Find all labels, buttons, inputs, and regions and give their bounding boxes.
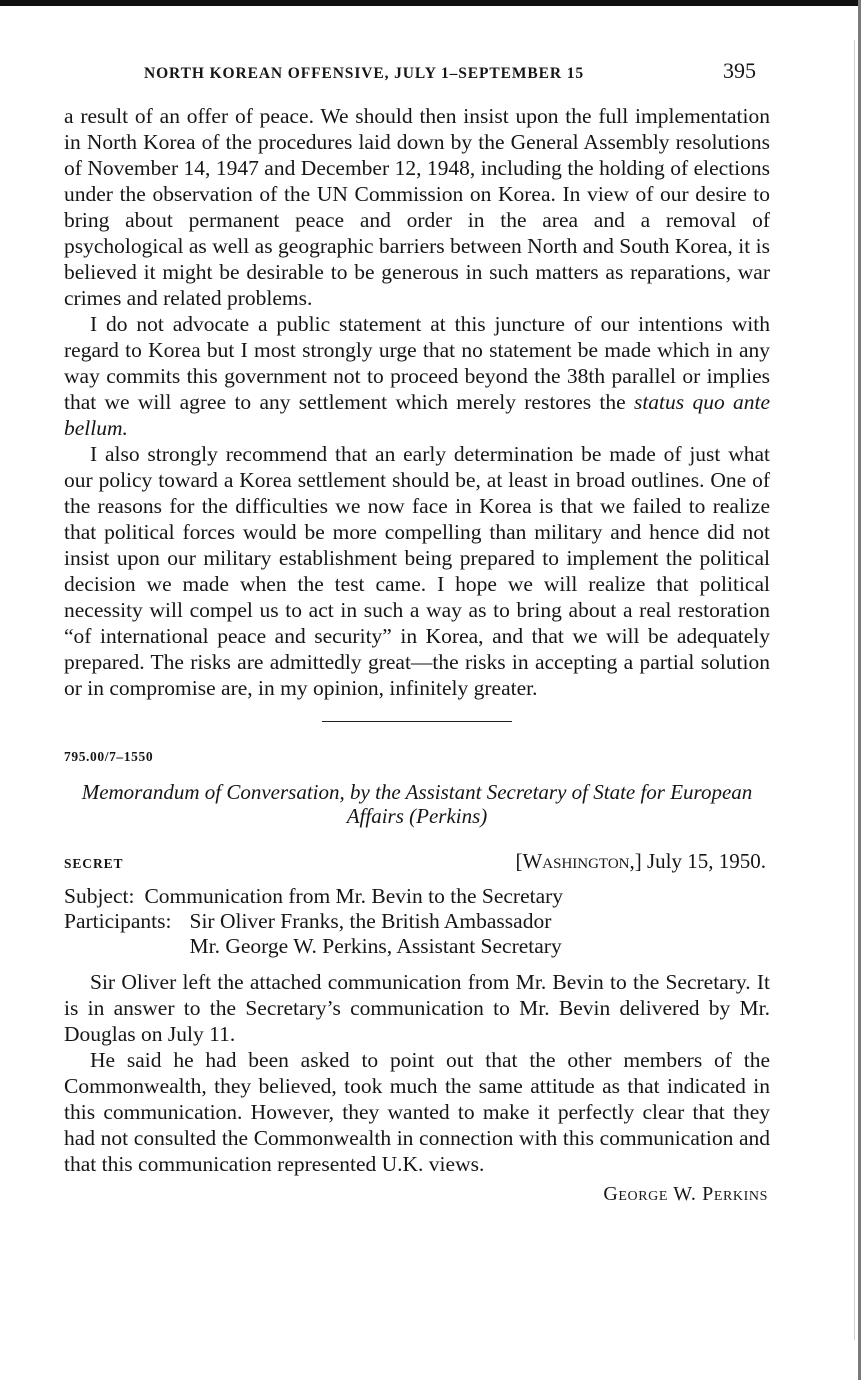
classification-label: SECRET	[64, 856, 124, 871]
signature: George W. Perkins	[603, 1183, 768, 1205]
classification-dateline-row	[64, 848, 770, 877]
book-page	[64, 58, 770, 1207]
file-number: 795.00/7–1550	[64, 749, 154, 764]
paragraph-text: I also strongly recommend that an early determination be made of just what our policy toward a Korea settlement should be, at least in broad outlines. One of the reasons for the difficulties we now face in Korea is that we failed to realize that political forces would be more compelling than military and hence did not insist upon our military establishment being prepared to implement the political decision we made when the test came. I hope we will realize that political necessity will compel us to act in such a way as to bring about a real restoration “of international peace and security” in Korea, and that we will be adequately prepared. The risks are admittedly great—the risks in accepting a partial solution or in compromise are, in my opinion, infinitely greater.	[64, 442, 770, 700]
latin-phrase: status quo ante bellum.	[64, 390, 770, 440]
participant: Mr. George W. Perkins, Assistant Secretary	[189, 934, 562, 958]
memo-paragraph-1: Sir Oliver left the attached communication from Mr. Bevin to the Secretary. It is in answer to the Secretary’s communication to Mr. Bevin delivered by Mr. Douglas on July 11.	[64, 970, 770, 1046]
running-title: NORTH KOREAN OFFENSIVE, JULY 1–SEPTEMBER 15	[144, 65, 585, 82]
scan-right-shadow	[854, 40, 855, 1340]
participant: Sir Oliver Franks, the British Ambassador	[189, 909, 552, 933]
scan-top-border	[0, 0, 861, 6]
page-number: 395	[723, 58, 756, 83]
participants-label: Participants:	[64, 909, 172, 933]
subject-label: Subject:	[64, 884, 135, 908]
dateline-place: [Washington,]	[515, 849, 642, 873]
paragraph-text: I do not advocate a public statement at this juncture of our intentions with regard to Korea but I most strongly urge that no statement be made which in any way commits this government not to proceed beyond the 38th parallel or implies that we will agree to any settlement which merely restores the	[64, 312, 770, 414]
section-divider	[322, 721, 512, 722]
dateline	[515, 848, 766, 874]
continued-paragraph-2	[64, 311, 770, 441]
running-head	[64, 58, 770, 87]
participants-list	[189, 909, 561, 959]
participants-block	[64, 909, 770, 959]
memo-paragraph-2: He said he had been asked to point out that the other members of the Commonwealth, they believed, took much the same attitude as that indicated in this communication. However, they wanted to make it perfectly clear that they had not consulted the Commonwealth in connection with this communication and that this communication represented U.K. views.	[64, 1048, 770, 1176]
paragraph-text: a result of an offer of peace. We should then insist upon the full implementation in North Korea of the procedures laid down by the General Assembly resolutions of November 14, 1947 and December 12, 1948, including the holding of elections under the observation of the UN Commission on Korea. In view of our desire to bring about permanent peace and order in the area and a removal of psychological as well as geographic barriers between North and South Korea, it is believed it might be desirable to be generous in such matters as reparations, war crimes and related problems.	[64, 104, 770, 310]
subject-row	[64, 883, 770, 909]
subject-text: Communication from Mr. Bevin to the Secretary	[144, 884, 564, 908]
dateline-date: July 15, 1950.	[646, 849, 766, 873]
continued-paragraph-1	[64, 103, 770, 311]
continued-paragraph-3	[64, 441, 770, 701]
memo-heading: Memorandum of Conversation, by the Assistant Secretary of State for European Affairs (Perkins)	[81, 780, 753, 828]
